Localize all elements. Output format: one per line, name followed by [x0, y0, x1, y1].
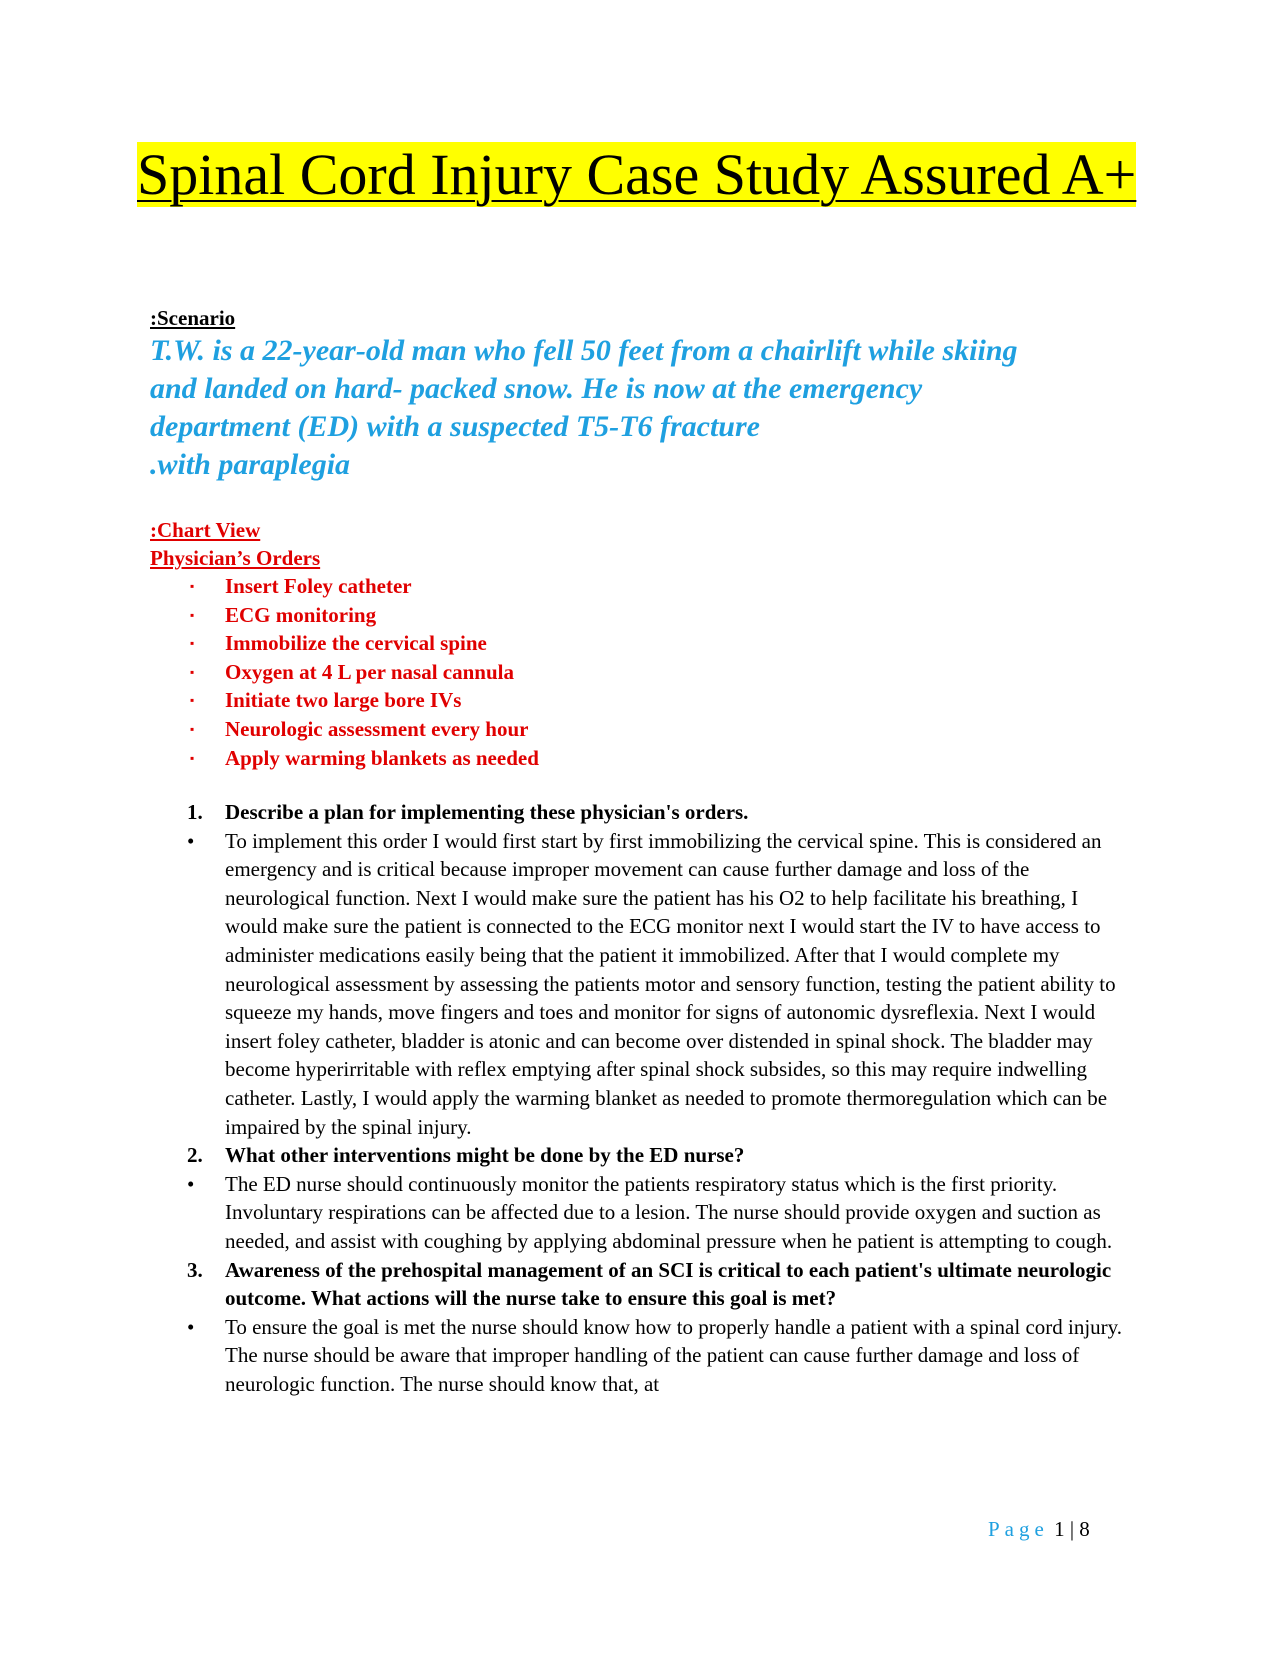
question-number: 2. — [187, 1143, 203, 1168]
bullet-icon: • — [187, 828, 195, 853]
physician-orders-label: Physician’s Orders — [150, 546, 321, 570]
question-text: Awareness of the prehospital management of an SCI is critical to each patient's ultimate neurologic outcome. What actions will the nurse take to ensure this goal is met? — [225, 1257, 1112, 1311]
square-bullet-icon: ▪ — [190, 636, 195, 651]
answer-text: To implement this order I would first start by first immobilizing the cervical spine. This is considered an emergency and is critical because improper movement can cause further damage and loss of the neurological function. Next I would make sure the patient has his O2 to help facilitate his breathing, I would make sure the patient is connected to the ECG monitor next I would start the IV to have access to administer medications easily being that the patient it immobilized. After that I would complete my neurological assessment by assessing the patients motor and sensory function, testing the patient ability to squeeze my hands, move fingers and toes and monitor for signs of autonomic dysreflexia. Next I would insert foley catheter, bladder is atonic and can become over distended in spinal shock. The bladder may become hyperirritable with reflex emptying after spinal shock subsides, so this may require indwelling catheter. Lastly, I would apply the warming blanket as needed to promote thermoregulation which can be impaired by the spinal injury. — [225, 828, 1116, 1139]
answer-3 — [150, 1313, 1130, 1399]
order-item — [150, 715, 1050, 744]
question-2 — [150, 1141, 1130, 1170]
order-item — [150, 686, 1050, 715]
order-text: ECG monitoring — [225, 602, 377, 627]
bullet-icon: • — [187, 1171, 195, 1196]
order-text: Apply warming blankets as needed — [225, 745, 539, 770]
order-text: Initiate two large bore IVs — [225, 688, 462, 713]
questions-section — [150, 798, 1130, 1398]
page-footer — [988, 1516, 1090, 1542]
question-1 — [150, 798, 1130, 827]
square-bullet-icon: ▪ — [190, 664, 195, 679]
square-bullet-icon: ▪ — [190, 579, 195, 593]
square-bullet-icon: ▪ — [190, 721, 195, 736]
physician-orders-list — [150, 572, 1050, 772]
order-text: Oxygen at 4 L per nasal cannula — [225, 659, 514, 684]
order-item — [150, 572, 1050, 601]
answer-text: The ED nurse should continuously monitor the patients respiratory status which is the first priority. Involuntary respirations can be affected due to a lesion. The nurse should provide oxygen and suction as needed, and assist with coughing by applying abdominal pressure when he patient is attempting to cough. — [225, 1171, 1113, 1253]
order-text: Immobilize the cervical spine — [225, 631, 487, 656]
question-number: 3. — [187, 1257, 203, 1282]
square-bullet-icon: ▪ — [190, 693, 195, 708]
title-highlight: Spinal Cord Injury Case Study Assured A+ — [137, 142, 1137, 207]
question-text: Describe a plan for implementing these physician's orders. — [225, 800, 749, 824]
order-text: Insert Foley catheter — [225, 574, 412, 598]
answer-2 — [150, 1170, 1130, 1256]
page-word: Page — [988, 1517, 1049, 1541]
scenario-line: T.W. is a 22-year-old man who fell 50 feet from a chairlift while skiing — [150, 334, 1018, 367]
scenario-line: department (ED) with a suspected T5-T6 fracture — [150, 410, 760, 443]
question-3 — [150, 1256, 1130, 1313]
square-bullet-icon: ▪ — [190, 750, 195, 765]
chart-view-label: :Chart View — [150, 518, 261, 542]
order-item — [150, 629, 1050, 658]
scenario-line: .with paraplegia — [150, 448, 351, 481]
order-item — [150, 601, 1050, 630]
order-text: Neurologic assessment every hour — [225, 716, 529, 741]
answer-text: To ensure the goal is met the nurse should know how to properly handle a patient with a spinal cord injury. The nurse should be aware that improper handling of the patient can cause further damage and loss of neurologic function. The nurse should know that, at — [225, 1314, 1123, 1396]
scenario-text — [150, 332, 1140, 484]
question-number: 1. — [187, 800, 203, 824]
scenario-line: and landed on hard- packed snow. He is now at the emergency — [150, 372, 923, 405]
square-bullet-icon: ▪ — [190, 607, 195, 622]
document-title — [137, 140, 1137, 210]
order-item — [150, 744, 1050, 773]
bullet-icon: • — [187, 1314, 195, 1339]
answer-1 — [150, 827, 1130, 1142]
order-item — [150, 658, 1050, 687]
scenario-label: :Scenario — [150, 306, 236, 330]
question-text: What other interventions might be done by the ED nurse? — [225, 1143, 745, 1168]
page-number: 1 | 8 — [1054, 1517, 1090, 1541]
